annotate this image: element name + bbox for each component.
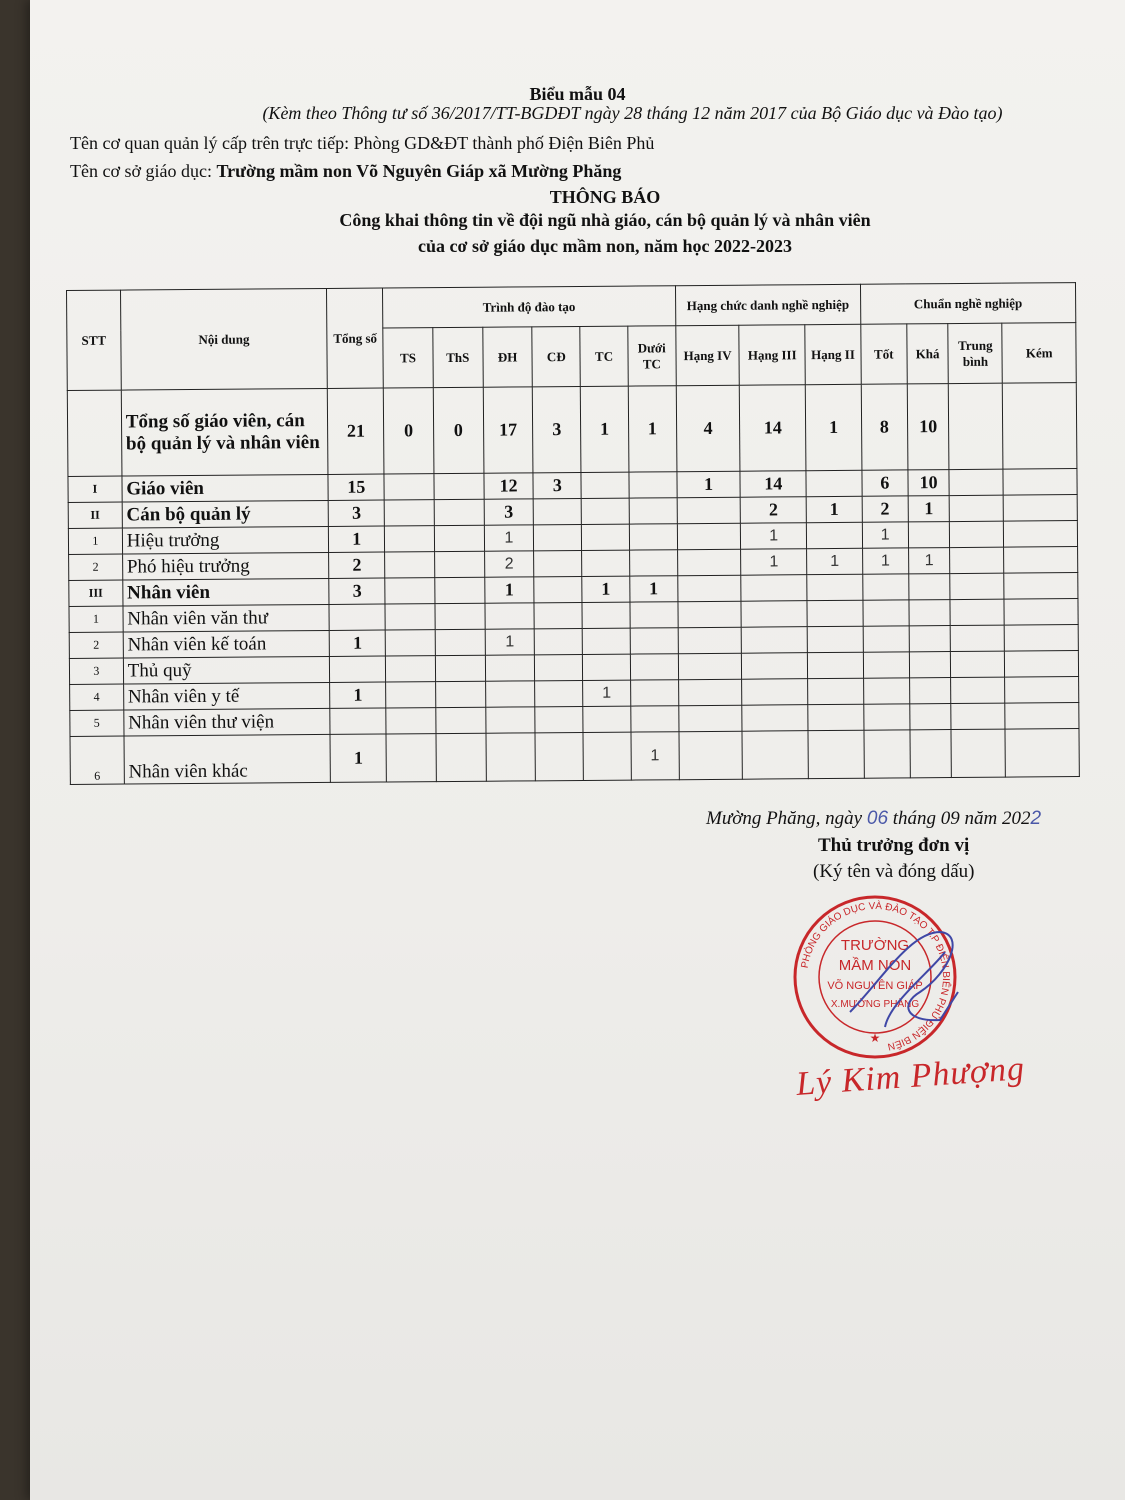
header-stt: STT bbox=[67, 290, 122, 390]
header-hang-ii: Hạng II bbox=[805, 324, 861, 384]
cell-ths bbox=[434, 473, 484, 499]
cell-tot: 2 bbox=[862, 496, 908, 522]
cell-tong-so: 1 bbox=[330, 734, 386, 782]
cell-noi-dung: Nhân viên văn thư bbox=[123, 604, 330, 632]
cell-noi-dung: Thủ quỹ bbox=[123, 656, 330, 684]
cell-hang-iii: 14 bbox=[740, 385, 806, 472]
cell-ths bbox=[435, 577, 485, 603]
cell-trung-binh bbox=[951, 651, 1005, 677]
cell-tot bbox=[864, 704, 910, 730]
cell-dh bbox=[485, 707, 535, 733]
cell-hang-iv bbox=[677, 549, 741, 575]
cell-cd bbox=[535, 732, 583, 780]
cell-hang-ii bbox=[806, 522, 862, 548]
cell-hang-iii bbox=[742, 653, 808, 680]
cell-hang-ii bbox=[807, 574, 863, 600]
cell-ts bbox=[385, 526, 435, 552]
cell-trung-binh bbox=[950, 521, 1004, 547]
cell-kha: 1 bbox=[908, 548, 950, 574]
cell-ts bbox=[384, 474, 434, 500]
staff-table bbox=[66, 282, 1080, 785]
cell-stt: 2 bbox=[69, 632, 123, 658]
cell-dh bbox=[485, 603, 535, 629]
cell-ts bbox=[386, 708, 436, 734]
cell-duoi-tc: 1 bbox=[630, 576, 678, 602]
cell-tc bbox=[583, 654, 631, 680]
cell-stt: 1 bbox=[68, 528, 122, 554]
cell-hang-iii bbox=[742, 679, 808, 706]
cell-tc bbox=[581, 498, 629, 524]
cell-kem bbox=[1005, 703, 1079, 730]
cell-kha bbox=[909, 678, 951, 704]
cell-stt: 4 bbox=[70, 684, 124, 710]
cell-tong-so: 1 bbox=[329, 526, 385, 552]
cell-tong-so: 3 bbox=[329, 500, 385, 526]
cell-cd bbox=[535, 680, 583, 706]
cell-ths bbox=[434, 525, 484, 551]
cell-kha: 1 bbox=[908, 496, 950, 522]
header-tong-so: Tổng số bbox=[327, 288, 384, 388]
cell-hang-iii: 2 bbox=[741, 497, 807, 524]
cell-duoi-tc bbox=[631, 706, 679, 732]
cell-duoi-tc bbox=[629, 524, 677, 550]
cell-trung-binh bbox=[950, 547, 1004, 573]
cell-tot bbox=[864, 730, 910, 778]
cell-hang-iii bbox=[742, 731, 808, 780]
cell-cd bbox=[534, 524, 582, 550]
cell-cd bbox=[534, 550, 582, 576]
cell-cd bbox=[535, 654, 583, 680]
cell-tot: 1 bbox=[862, 522, 908, 548]
cell-cd: 3 bbox=[533, 386, 581, 472]
cell-hang-iv bbox=[678, 601, 742, 627]
cell-duoi-tc bbox=[630, 602, 678, 628]
cell-kha: 10 bbox=[907, 384, 950, 470]
cell-ths bbox=[434, 499, 484, 525]
cell-tc bbox=[581, 524, 629, 550]
cell-hang-iii bbox=[741, 601, 807, 628]
cell-ts bbox=[386, 656, 436, 682]
cell-tong-so: 3 bbox=[329, 578, 385, 604]
cell-ts: 0 bbox=[383, 388, 433, 474]
header-hang-iv: Hạng IV bbox=[675, 325, 739, 385]
header-ts: TS bbox=[383, 328, 433, 388]
cell-cd bbox=[535, 628, 583, 654]
cell-kem bbox=[1004, 521, 1078, 548]
cell-ths bbox=[435, 681, 485, 707]
signer-name: Lý Kim Phượng bbox=[794, 1050, 1027, 1103]
cell-trung-binh bbox=[951, 703, 1005, 729]
cell-stt: 6 bbox=[70, 736, 124, 784]
cell-ths bbox=[435, 655, 485, 681]
cell-noi-dung: Hiệu trưởng bbox=[122, 526, 329, 554]
cell-dh: 1 bbox=[484, 525, 534, 551]
cell-hang-iii bbox=[742, 705, 808, 732]
school-line bbox=[70, 161, 621, 182]
cell-dh bbox=[486, 733, 536, 781]
cell-kem bbox=[1003, 383, 1077, 470]
cell-tot bbox=[863, 626, 909, 652]
cell-ts bbox=[385, 578, 435, 604]
cell-hang-ii: 1 bbox=[806, 496, 862, 522]
cell-noi-dung: Giáo viên bbox=[122, 474, 329, 502]
cell-tong-so: 2 bbox=[329, 552, 385, 578]
cell-stt: I bbox=[68, 476, 122, 502]
seal-line-3: VÕ NGUYÊN GIÁP bbox=[827, 980, 923, 992]
cell-hang-iv bbox=[679, 731, 743, 779]
date-line bbox=[706, 808, 1041, 830]
school-name: Trường mầm non Võ Nguyên Giáp xã Mường Phăng bbox=[216, 161, 622, 181]
official-seal bbox=[790, 892, 960, 1062]
header-noi-dung: Nội dung bbox=[120, 288, 327, 390]
cell-stt bbox=[67, 390, 121, 476]
cell-tot: 1 bbox=[862, 548, 908, 574]
cell-tot bbox=[863, 574, 909, 600]
cell-tot bbox=[863, 652, 909, 678]
cell-ths bbox=[435, 629, 485, 655]
cell-hang-ii bbox=[806, 470, 862, 496]
notice-subtitle-2: của cơ sở giáo dục mầm non, năm học 2022-2023 bbox=[418, 236, 792, 256]
head-title: Thủ trưởng đơn vị bbox=[818, 835, 970, 856]
cell-ths bbox=[436, 707, 486, 733]
cell-duoi-tc bbox=[630, 654, 678, 680]
cell-ts bbox=[385, 630, 435, 656]
cell-tong-so bbox=[330, 656, 386, 682]
cell-cd bbox=[534, 576, 582, 602]
header-hang-chuc-danh: Hạng chức danh nghề nghiệp bbox=[675, 284, 860, 325]
cell-kem bbox=[1003, 495, 1077, 522]
cell-hang-ii bbox=[808, 678, 864, 704]
cell-stt: 2 bbox=[69, 554, 123, 580]
cell-ts bbox=[384, 500, 434, 526]
cell-duoi-tc: 1 bbox=[631, 732, 679, 780]
cell-hang-iii: 14 bbox=[740, 471, 806, 498]
cell-tot: 6 bbox=[862, 470, 908, 496]
cell-tong-so bbox=[329, 604, 385, 630]
header-chuan-nghe-nghiep: Chuẩn nghề nghiệp bbox=[860, 283, 1075, 325]
cell-duoi-tc: 1 bbox=[628, 386, 677, 472]
cell-tc bbox=[583, 706, 631, 732]
cell-tong-so bbox=[330, 708, 386, 734]
date-year-suffix: 2 bbox=[1030, 808, 1042, 829]
header-hang-iii: Hạng III bbox=[739, 325, 805, 386]
header-trinh-do: Trình độ đào tạo bbox=[383, 286, 676, 328]
table-row bbox=[67, 383, 1077, 477]
cell-noi-dung: Nhân viên kế toán bbox=[123, 630, 330, 658]
cell-kem bbox=[1005, 729, 1079, 778]
cell-noi-dung: Tổng số giáo viên, cán bộ quản lý và nhân viên bbox=[121, 388, 328, 476]
cell-tc: 1 bbox=[582, 576, 630, 602]
seal-outer-text: PHÒNG GIÁO DỤC VÀ ĐÀO TẠO T.P ĐIỆN BIÊN PHỦ ĐIỆN BIÊN bbox=[799, 900, 952, 1052]
cell-tc: 1 bbox=[580, 386, 628, 472]
cell-hang-iii bbox=[742, 627, 808, 654]
cell-ths bbox=[434, 551, 484, 577]
cell-trung-binh bbox=[950, 573, 1004, 599]
seal-line-2: MẦM NON bbox=[838, 957, 912, 974]
cell-dh: 3 bbox=[484, 499, 534, 525]
cell-hang-ii bbox=[807, 652, 863, 678]
cell-dh: 1 bbox=[484, 577, 534, 603]
cell-hang-iv: 1 bbox=[677, 471, 741, 497]
cell-dh: 12 bbox=[484, 473, 534, 499]
cell-kha bbox=[909, 600, 951, 626]
cell-noi-dung: Phó hiệu trưởng bbox=[122, 552, 329, 580]
cell-ts bbox=[385, 604, 435, 630]
staff-table-body bbox=[67, 383, 1079, 785]
table-row bbox=[70, 729, 1079, 785]
cell-stt: 5 bbox=[70, 710, 124, 736]
cell-trung-binh bbox=[950, 495, 1004, 521]
cell-trung-binh bbox=[951, 677, 1005, 703]
cell-tot bbox=[863, 678, 909, 704]
cell-hang-ii: 1 bbox=[805, 384, 861, 470]
cell-tc bbox=[582, 550, 630, 576]
cell-kem bbox=[1005, 651, 1079, 678]
cell-trung-binh bbox=[949, 469, 1003, 495]
cell-dh: 1 bbox=[485, 629, 535, 655]
cell-hang-ii bbox=[808, 730, 864, 778]
cell-hang-iv bbox=[677, 523, 741, 549]
cell-kha bbox=[910, 730, 952, 778]
school-label: Tên cơ sở giáo dục: bbox=[70, 161, 217, 181]
cell-hang-ii bbox=[807, 626, 863, 652]
cell-kem bbox=[1004, 547, 1078, 574]
cell-hang-iv bbox=[678, 679, 742, 705]
circular-reference: (Kèm theo Thông tư số 36/2017/TT-BGDĐT ngày 28 tháng 12 năm 2017 của Bộ Giáo dục và Đào tạo) bbox=[262, 103, 1003, 123]
cell-kha: 10 bbox=[908, 470, 950, 496]
cell-stt: II bbox=[68, 502, 122, 528]
cell-duoi-tc bbox=[629, 498, 677, 524]
header-ths: ThS bbox=[433, 327, 483, 387]
cell-tong-so: 1 bbox=[330, 682, 386, 708]
notice-title: THÔNG BÁO bbox=[549, 187, 661, 207]
header-trung-binh: Trung bình bbox=[948, 323, 1002, 383]
cell-trung-binh bbox=[949, 383, 1004, 469]
cell-trung-binh bbox=[951, 729, 1005, 777]
cell-tong-so: 15 bbox=[328, 474, 384, 500]
seal-line-4: X.MƯỜNG PHĂNG bbox=[830, 999, 920, 1010]
document-page bbox=[30, 0, 1125, 1500]
cell-cd: 3 bbox=[533, 472, 581, 498]
cell-kha bbox=[909, 626, 951, 652]
cell-dh: 17 bbox=[483, 387, 533, 473]
cell-tc bbox=[581, 472, 629, 498]
cell-hang-iv bbox=[677, 575, 741, 601]
cell-hang-iv: 4 bbox=[676, 385, 740, 471]
cell-noi-dung: Cán bộ quản lý bbox=[122, 500, 329, 528]
cell-kem bbox=[1004, 573, 1078, 600]
cell-duoi-tc bbox=[630, 628, 678, 654]
cell-ths: 0 bbox=[433, 387, 483, 473]
cell-noi-dung: Nhân viên bbox=[123, 578, 330, 606]
cell-hang-iv bbox=[678, 653, 742, 679]
cell-tc bbox=[583, 732, 631, 780]
cell-noi-dung: Nhân viên khác bbox=[124, 734, 331, 784]
cell-tc: 1 bbox=[583, 680, 631, 706]
cell-kha bbox=[908, 522, 950, 548]
cell-tong-so: 1 bbox=[330, 630, 386, 656]
cell-kem bbox=[1005, 677, 1079, 704]
cell-kem bbox=[1004, 599, 1078, 626]
cell-cd bbox=[534, 602, 582, 628]
cell-noi-dung: Nhân viên thư viện bbox=[124, 708, 331, 736]
cell-ts bbox=[386, 734, 436, 782]
cell-cd bbox=[535, 706, 583, 732]
cell-ts bbox=[385, 552, 435, 578]
cell-tc bbox=[582, 602, 630, 628]
cell-hang-iv bbox=[678, 705, 742, 731]
cell-stt: 1 bbox=[69, 606, 123, 632]
header-dh: ĐH bbox=[482, 327, 532, 387]
cell-kem bbox=[1004, 625, 1078, 652]
header-duoi-tc: Dưới TC bbox=[628, 326, 676, 386]
cell-hang-ii bbox=[807, 600, 863, 626]
header-tot: Tốt bbox=[861, 324, 907, 384]
date-month-year: tháng 09 năm 202 bbox=[888, 808, 1031, 829]
cell-kha bbox=[909, 652, 951, 678]
cell-tot bbox=[863, 600, 909, 626]
cell-hang-ii: 1 bbox=[807, 548, 863, 574]
header-tc: TC bbox=[580, 326, 628, 386]
cell-noi-dung: Nhân viên y tế bbox=[123, 682, 330, 710]
cell-duoi-tc bbox=[629, 472, 677, 498]
notice-subtitle-1: Công khai thông tin về đội ngũ nhà giáo, cán bộ quản lý và nhân viên bbox=[339, 210, 871, 230]
parent-agency: Tên cơ quan quản lý cấp trên trực tiếp: Phòng GD&ĐT thành phố Điện Biên Phủ bbox=[70, 133, 655, 153]
cell-trung-binh bbox=[951, 625, 1005, 651]
cell-hang-iii: 1 bbox=[741, 549, 807, 576]
cell-stt: 3 bbox=[69, 658, 123, 684]
cell-stt: III bbox=[69, 580, 123, 606]
form-code: Biểu mẫu 04 bbox=[529, 84, 626, 104]
header-kem: Kém bbox=[1002, 323, 1076, 384]
sign-note: (Ký tên và đóng dấu) bbox=[813, 861, 975, 882]
cell-dh bbox=[485, 655, 535, 681]
cell-hang-iii: 1 bbox=[741, 523, 807, 550]
cell-dh bbox=[485, 681, 535, 707]
date-day: 06 bbox=[866, 808, 889, 829]
header-cd: CĐ bbox=[532, 326, 580, 386]
cell-cd bbox=[534, 498, 582, 524]
cell-tot: 8 bbox=[861, 384, 907, 470]
cell-kem bbox=[1003, 469, 1077, 496]
cell-duoi-tc bbox=[630, 680, 678, 706]
seal-line-1: TRƯỜNG bbox=[840, 937, 910, 954]
cell-hang-ii bbox=[808, 704, 864, 730]
cell-ths bbox=[436, 733, 486, 781]
header-kha: Khá bbox=[906, 324, 948, 384]
cell-ths bbox=[435, 603, 485, 629]
cell-hang-iv bbox=[677, 497, 741, 523]
cell-hang-iii bbox=[741, 575, 807, 602]
cell-hang-iv bbox=[678, 627, 742, 653]
cell-dh: 2 bbox=[484, 551, 534, 577]
cell-ts bbox=[386, 682, 436, 708]
cell-duoi-tc bbox=[629, 550, 677, 576]
cell-kha bbox=[909, 704, 951, 730]
cell-tc bbox=[582, 628, 630, 654]
seal-star-icon: ★ bbox=[869, 1031, 881, 1045]
cell-kha bbox=[908, 574, 950, 600]
cell-tong-so: 21 bbox=[328, 388, 384, 474]
date-prefix: Mường Phăng, ngày bbox=[706, 808, 867, 829]
cell-trung-binh bbox=[950, 599, 1004, 625]
